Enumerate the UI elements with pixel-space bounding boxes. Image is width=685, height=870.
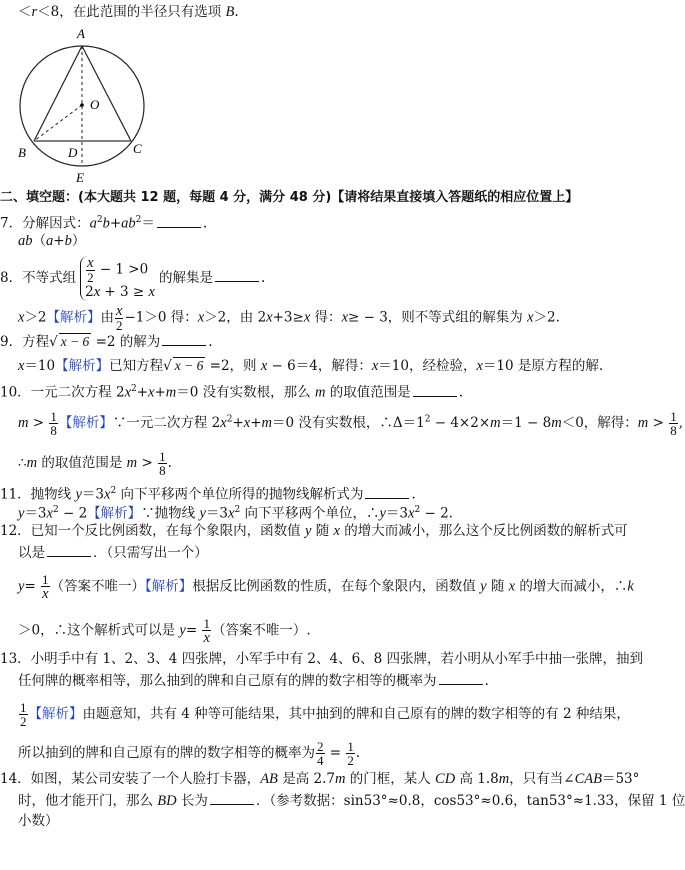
- text: （答案不唯一）: [50, 578, 146, 595]
- text: 2: [87, 270, 94, 285]
- text: +: [109, 215, 122, 232]
- text: 8: [670, 423, 677, 438]
- math-var: m: [551, 415, 562, 431]
- math-var: m: [498, 771, 510, 787]
- answer-blank[interactable]: [210, 791, 254, 805]
- answer-blank[interactable]: [157, 214, 201, 228]
- numerator: [202, 617, 211, 631]
- math-var: x: [148, 384, 155, 401]
- text: − 4×2×: [430, 415, 491, 431]
- answer-13-cont: [18, 740, 360, 767]
- math-var: x: [243, 415, 251, 431]
- text: .: [202, 215, 208, 232]
- text: +: [154, 384, 166, 401]
- math-var: x: [104, 486, 111, 503]
- text: ＝0 没有实数根，那么: [176, 384, 315, 401]
- text: 13．小明手中有 1、2、3、4 四张牌，小军手中有 2、4、6、8 四张牌，若小明从小军手中抽一张牌，抽到: [0, 651, 644, 667]
- text: +3≥: [272, 309, 304, 326]
- answer-7: [18, 232, 85, 250]
- analysis-tag: 【解析】: [28, 706, 83, 722]
- label-B: B: [18, 145, 26, 160]
- question-14-cont: [18, 791, 685, 810]
- question-13-cont: [18, 671, 489, 690]
- text: =: [24, 578, 41, 595]
- text: ∵一元二次方程 2: [112, 415, 221, 431]
- math-var: x: [333, 523, 340, 539]
- fraction: [202, 617, 211, 645]
- text: ＜8，在此范围的半径只有选项: [37, 4, 226, 20]
- math-var: m: [165, 384, 177, 401]
- text: 的解集是: [158, 270, 213, 286]
- text: 所以抽到的牌和自己原有的牌的数字相等的概率为: [18, 745, 315, 761]
- text: −1＞0 得：: [124, 309, 198, 326]
- math-var: x: [148, 284, 155, 300]
- answer-12: [18, 573, 634, 601]
- superscript: 2: [424, 414, 431, 425]
- answer-13: [18, 701, 630, 728]
- numerator: [158, 450, 167, 464]
- superscript: 2: [414, 505, 421, 515]
- text: .: [208, 334, 213, 350]
- text: ＜0，解得：: [561, 415, 638, 431]
- text: 8．不等式组: [0, 270, 77, 286]
- math-var: ab: [18, 233, 33, 249]
- math-var: y: [304, 523, 312, 539]
- text: ∵抛物线: [141, 505, 200, 522]
- math-var: m: [490, 415, 501, 431]
- text: ＝10: [24, 358, 56, 374]
- text: 的取值范围是: [37, 455, 127, 471]
- math-var: AB: [260, 771, 278, 787]
- math-var: BD: [157, 793, 177, 809]
- math-var: x: [228, 505, 235, 522]
- text: 的增大而减小，∴: [515, 578, 628, 595]
- math-var: y: [75, 486, 82, 503]
- text: 12．已知一个反比例函数，在每个象限内，函数值: [0, 523, 305, 539]
- analysis-tag: 【解析】: [55, 358, 110, 374]
- text: 1: [159, 449, 166, 464]
- text: ＞2，由 2: [204, 309, 267, 326]
- text: 2: [116, 318, 123, 333]
- text: .: [484, 673, 489, 689]
- numerator: [86, 256, 94, 271]
- math-var: b: [64, 233, 72, 249]
- superscript: 2: [234, 505, 241, 515]
- math-var: x: [476, 358, 483, 374]
- label-C: C: [133, 141, 142, 156]
- text: ＝3: [81, 486, 105, 503]
- numerator: [19, 701, 28, 715]
- math-var: y: [18, 505, 25, 522]
- text: 11．抛物线: [0, 486, 76, 503]
- text: 的门框，某人: [345, 771, 436, 787]
- text: 根据反比例函数的性质，在每个象限内，函数值: [192, 578, 481, 595]
- text: ＝1 − 8: [500, 415, 552, 431]
- numerator: [41, 573, 50, 587]
- text: 向下平移两个单位，∴: [240, 505, 380, 522]
- text: 1: [42, 572, 49, 587]
- math-var: x: [87, 255, 94, 271]
- question-12-cont: [18, 543, 208, 562]
- numerator: [49, 410, 58, 424]
- text: 的取值范围是: [325, 384, 411, 401]
- math-var: B: [225, 4, 235, 20]
- label-D: D: [68, 145, 78, 160]
- math-var: x: [266, 309, 273, 326]
- text: .: [260, 270, 266, 286]
- fraction: [316, 740, 325, 767]
- superscript: 2: [110, 486, 117, 496]
- fraction: [669, 410, 678, 437]
- text: + 3 ≥: [100, 284, 149, 300]
- denominator: [669, 424, 678, 437]
- question-12: [0, 522, 628, 540]
- text: 10．一元二次方程 2: [0, 384, 125, 401]
- text: ）: [71, 233, 86, 249]
- denominator: [115, 319, 123, 332]
- text: +: [232, 415, 244, 431]
- math-var: m: [126, 455, 138, 471]
- numerator: [316, 740, 325, 754]
- text: .: [167, 455, 172, 471]
- system-row: [85, 284, 155, 301]
- question-9: [0, 332, 213, 351]
- label-A: A: [77, 26, 85, 41]
- question-14-cont2: [18, 812, 59, 830]
- text: 的增大而减小，那么这个反比例函数的解析式可: [339, 523, 628, 539]
- text: 8: [50, 423, 57, 438]
- text: 1: [670, 409, 677, 424]
- denominator: [19, 715, 28, 728]
- text: 向下平移两个单位所得的抛物线解析式为: [116, 486, 364, 503]
- text: ＞0，∴这个解析式可以是: [18, 622, 180, 639]
- text: ,: [678, 415, 683, 431]
- math-var: y: [379, 505, 386, 522]
- text: +: [250, 415, 262, 431]
- math-var: x: [220, 415, 227, 431]
- answer-blank[interactable]: [413, 383, 457, 397]
- math-var: a: [46, 233, 54, 249]
- text: ＝3: [24, 505, 47, 522]
- answer-blank[interactable]: [162, 332, 206, 346]
- text: >: [648, 415, 669, 431]
- math-var: r: [31, 4, 38, 20]
- answer-8: [18, 304, 560, 332]
- math-var: x: [260, 358, 268, 374]
- denominator: [86, 271, 94, 284]
- text: 随: [311, 523, 334, 539]
- question-8: [0, 256, 265, 301]
- question-7: [0, 211, 207, 233]
- text: ＞2.: [533, 309, 560, 326]
- math-var: k: [627, 578, 634, 595]
- fraction: [346, 740, 355, 767]
- math-var: ab: [121, 215, 136, 232]
- text: ．（只需写出一个）: [93, 545, 208, 561]
- numerator: [669, 410, 678, 424]
- fraction: [115, 304, 123, 332]
- question-13: [0, 650, 643, 668]
- text: 1: [20, 700, 27, 715]
- fraction: [86, 256, 94, 284]
- inequality-system: [80, 256, 155, 301]
- math-var: x: [527, 309, 534, 326]
- text: ≥ − 3，则不等式组的解集为: [348, 309, 528, 326]
- denominator: [41, 587, 50, 601]
- intro-line: [18, 3, 239, 21]
- text: ＞2: [24, 309, 47, 326]
- label-O: O: [90, 97, 100, 112]
- math-var: x: [124, 384, 131, 401]
- math-var: x: [46, 505, 53, 522]
- text: − 6＝4，解得：: [267, 358, 372, 374]
- text: ＝3: [205, 505, 229, 522]
- fraction: [49, 410, 58, 437]
- text: − 2: [58, 505, 88, 522]
- answer-blank[interactable]: [47, 543, 91, 557]
- answer-blank[interactable]: [439, 671, 483, 685]
- math-var: x: [116, 303, 123, 319]
- text: （答案不唯一）.: [211, 622, 311, 639]
- fraction: [41, 573, 50, 601]
- text: .: [458, 384, 464, 401]
- analysis-tag: 【解析】: [87, 505, 142, 522]
- answer-11: [18, 501, 453, 523]
- math-var: CD: [435, 771, 456, 787]
- text: .: [411, 486, 416, 503]
- math-var: x: [341, 309, 348, 326]
- text: 已知方程: [109, 358, 164, 374]
- math-var: y: [199, 505, 206, 522]
- math-var: x: [18, 309, 25, 326]
- text: （: [32, 233, 46, 249]
- text: 小数）: [18, 813, 59, 829]
- math-var: y: [179, 622, 186, 639]
- math-var: x: [18, 358, 25, 374]
- text: >: [28, 415, 49, 431]
- radicand: x − 6: [174, 358, 204, 373]
- text: ，只有当∠: [509, 771, 575, 787]
- section-heading: 二、填空题：(本大题共 12 题，每题 4 分，满分 48 分)【请将结果直接填入答题纸的相应位置上】: [0, 190, 579, 205]
- superscript: 2: [96, 215, 103, 225]
- text: 得：: [310, 309, 342, 326]
- text: 随: [486, 578, 509, 595]
- analysis-tag: 【解析】: [145, 578, 193, 595]
- text: 2: [317, 739, 324, 754]
- answer-blank[interactable]: [215, 268, 259, 282]
- math-var: b: [102, 215, 110, 232]
- denominator: [202, 631, 211, 645]
- math-var: a: [89, 215, 97, 232]
- text: 任何牌的概率相等，那么抽到的牌和自己原有的牌的数字相等的概率为: [18, 673, 437, 689]
- math-var: x: [93, 284, 101, 300]
- math-var: x: [42, 586, 49, 602]
- numerator: [346, 740, 355, 754]
- text: =2，则: [205, 358, 261, 374]
- text: >: [137, 455, 158, 471]
- text: .: [234, 4, 239, 20]
- system-row: [85, 256, 155, 284]
- math-var: x: [203, 630, 210, 646]
- text: 2: [347, 753, 354, 768]
- math-var: y: [18, 578, 25, 595]
- answer-10: [18, 410, 683, 437]
- math-var: x: [197, 309, 205, 326]
- text: =: [185, 622, 202, 639]
- text: ＝0 没有实数根，∴Δ＝1: [272, 415, 425, 431]
- text: ．（参考数据：sin53°≈0.8，cos53°≈0.6，tan53°≈1.33，保留 1 位: [255, 793, 685, 809]
- text: 7．分解因式：: [0, 215, 90, 232]
- text: =2 的解为: [91, 334, 161, 350]
- superscript: 2: [131, 384, 137, 394]
- text: ＝: [141, 215, 155, 232]
- text: 是高 2.7: [277, 771, 335, 787]
- text: 2: [20, 714, 27, 729]
- text: 4: [317, 753, 324, 768]
- fraction: [19, 701, 28, 728]
- text: +: [136, 384, 149, 401]
- text: 1: [347, 739, 354, 754]
- superscript: 2: [226, 414, 233, 425]
- answer-9: [18, 357, 603, 375]
- denominator: [346, 754, 355, 767]
- math-var: y: [480, 578, 487, 595]
- label-E: E: [76, 170, 84, 185]
- math-var: x: [303, 309, 311, 326]
- text: ＜: [18, 4, 32, 20]
- sqrt-icon: √: [163, 358, 172, 374]
- text: =: [325, 745, 346, 761]
- math-var: m: [637, 415, 649, 431]
- text: .: [355, 745, 361, 761]
- denominator: [49, 424, 58, 437]
- text: ＝10 是原方程的解.: [482, 358, 604, 374]
- text: 9．方程: [0, 334, 50, 350]
- text: ＝10，经检验，: [378, 358, 477, 374]
- fraction: [158, 450, 167, 477]
- text: 由题意知，共有 4 种等可能结果，其中抽到的牌和自己原有的牌的数字相等的有 2 种结果，: [82, 706, 630, 722]
- answer-blank[interactable]: [365, 485, 409, 499]
- sqrt-icon: √: [49, 334, 58, 350]
- math-var: x: [508, 578, 516, 595]
- text: 1: [203, 616, 210, 631]
- text: 高 1.8: [455, 771, 499, 787]
- text: ＝53°: [601, 771, 640, 787]
- analysis-tag: 【解析】: [58, 415, 113, 431]
- superscript: 2: [135, 215, 142, 225]
- question-14: [0, 770, 639, 788]
- text: 由: [100, 309, 115, 326]
- text: 长为: [176, 793, 208, 809]
- text: − 2.: [420, 505, 453, 522]
- text: 时，他才能开门，那么: [18, 793, 158, 809]
- question-10: [0, 380, 463, 402]
- text: 1: [50, 409, 57, 424]
- answer-12-cont: [18, 617, 311, 645]
- math-var: m: [314, 384, 326, 401]
- text: 2: [85, 284, 94, 300]
- math-var: m: [261, 415, 272, 431]
- math-var: m: [26, 455, 38, 471]
- math-var: x: [371, 358, 379, 374]
- analysis-tag: 【解析】: [46, 309, 101, 326]
- denominator: [158, 464, 167, 477]
- text: ＝3: [385, 505, 409, 522]
- math-var: m: [18, 415, 29, 431]
- math-var: m: [334, 771, 346, 787]
- denominator: [316, 754, 325, 767]
- text: 8: [159, 463, 166, 478]
- math-var: CAB: [574, 771, 602, 787]
- text: − 1 >0: [95, 261, 149, 278]
- superscript: 2: [52, 505, 59, 515]
- text: 以是: [18, 545, 45, 561]
- text: +: [53, 233, 65, 249]
- text: 14．如图，某公司安装了一个人脸打卡器，: [0, 771, 261, 787]
- circle-triangle-figure: [14, 26, 144, 186]
- math-var: x: [408, 505, 415, 522]
- radicand: x − 6: [60, 334, 90, 349]
- numerator: [115, 304, 123, 319]
- answer-10-cont: [18, 450, 172, 477]
- text: ∴: [18, 455, 27, 471]
